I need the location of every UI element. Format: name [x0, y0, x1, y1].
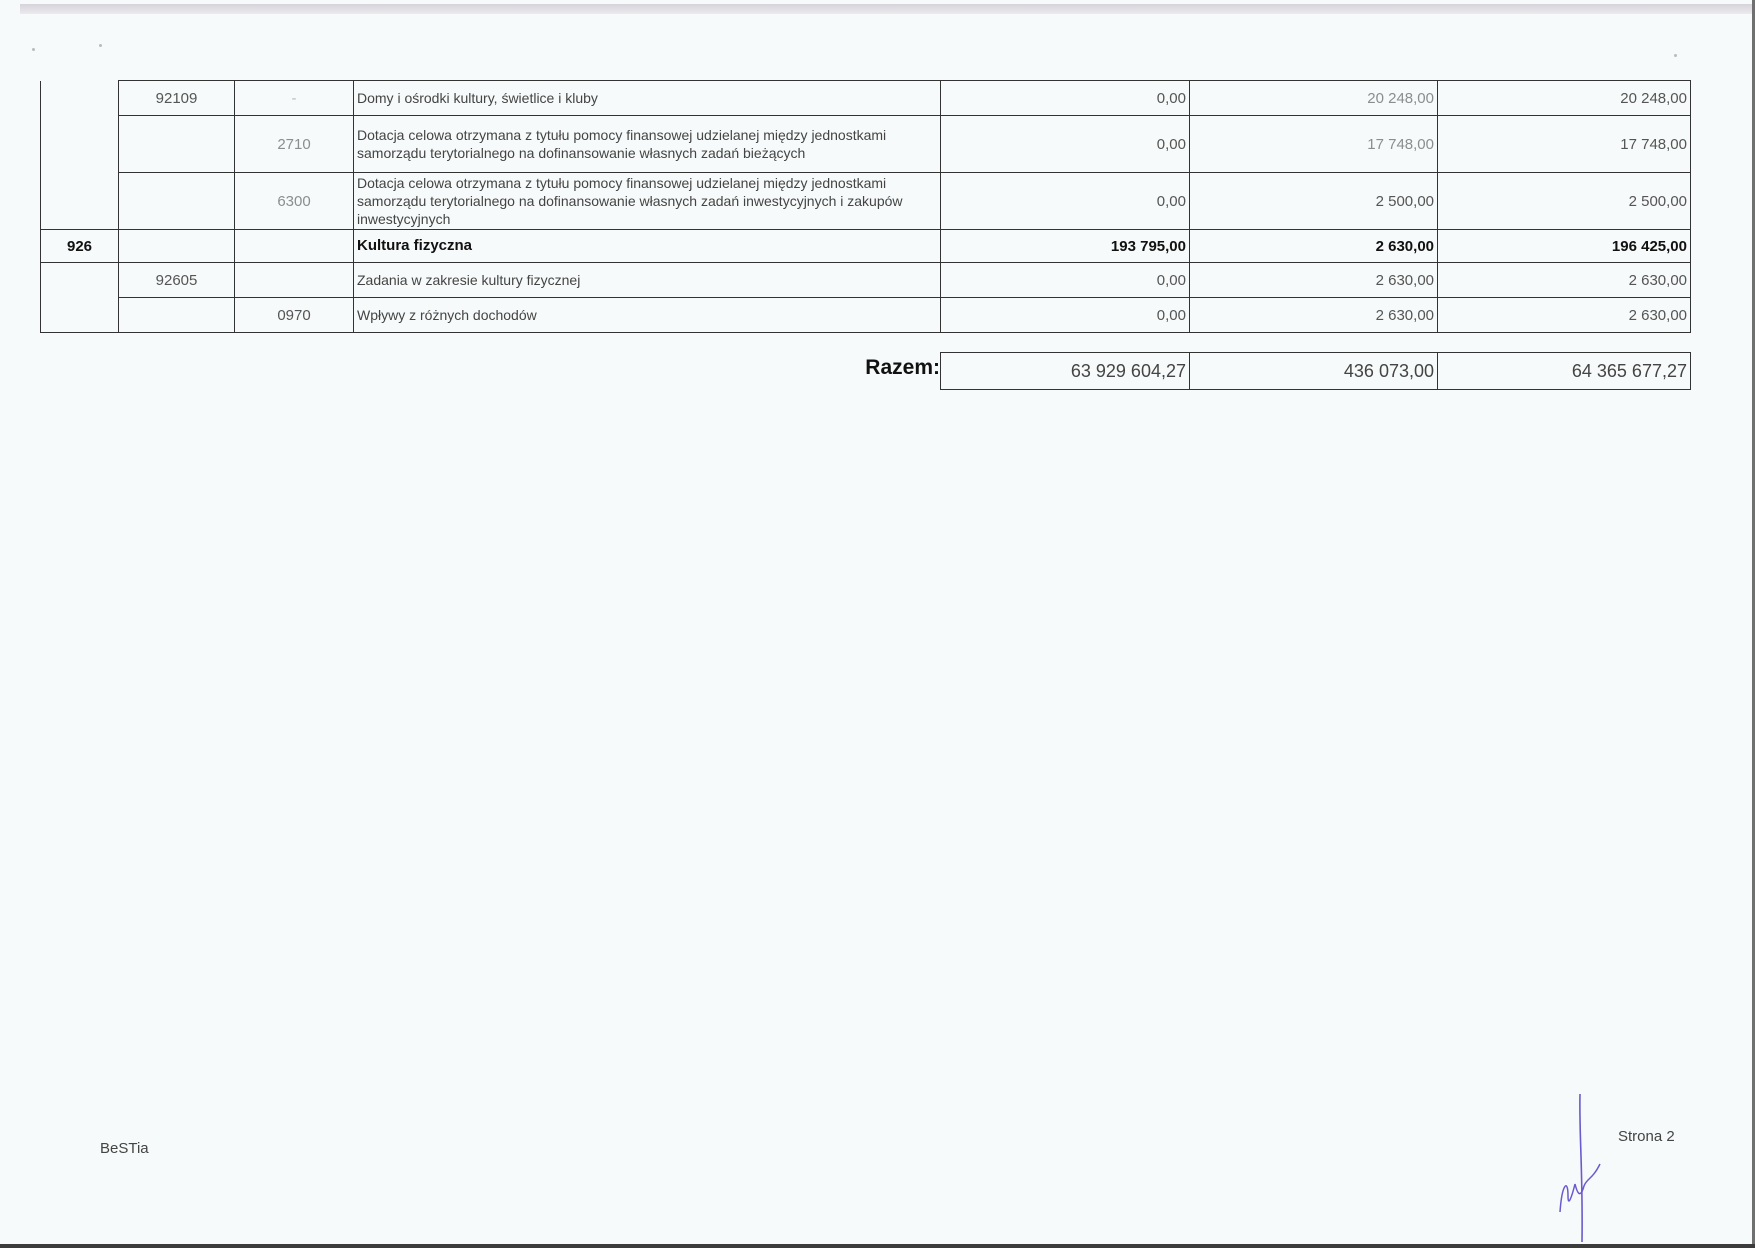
scan-speck: [99, 44, 102, 47]
cell-dzial: [41, 298, 119, 333]
cell-rozdzial: [119, 230, 235, 263]
table-row: [41, 230, 1691, 263]
budget-table: [40, 80, 1691, 333]
cell-dzial: [41, 81, 119, 116]
cell-po-zmianie: 2 630,00: [1438, 298, 1691, 333]
footer-software-name: BeSTia: [100, 1140, 149, 1157]
cell-paragraf: 2710: [235, 116, 354, 173]
footer-page-number: Strona 2: [1618, 1128, 1675, 1145]
cell-nazwa: Wpływy z różnych dochodów: [354, 298, 941, 333]
table-row: [41, 263, 1691, 298]
totals-table: [940, 352, 1691, 390]
cell-paragraf: [235, 230, 354, 263]
table-row: [41, 298, 1691, 333]
cell-zmiana: 2 500,00: [1190, 173, 1438, 230]
cell-zmiana: 2 630,00: [1190, 263, 1438, 298]
cell-po-zmianie: 20 248,00: [1438, 81, 1691, 116]
cell-nazwa: Domy i ośrodki kultury, świetlice i kluby: [354, 81, 941, 116]
cell-rozdzial: [119, 173, 235, 230]
cell-rozdzial: 92605: [119, 263, 235, 298]
cell-plan: 0,00: [941, 298, 1190, 333]
scan-speck: [32, 48, 35, 51]
cell-dzial: [41, 263, 119, 298]
cell-zmiana: 20 248,00: [1190, 81, 1438, 116]
cell-dzial: [41, 116, 119, 173]
table-row: [41, 173, 1691, 230]
cell-rozdzial: [119, 298, 235, 333]
scan-speck: [1674, 54, 1677, 57]
cell-zmiana: 2 630,00: [1190, 298, 1438, 333]
signature-icon: [1556, 1092, 1606, 1248]
cell-po-zmianie: 2 500,00: [1438, 173, 1691, 230]
cell-rozdzial: [119, 116, 235, 173]
total-plan: 63 929 604,27: [941, 353, 1190, 390]
cell-zmiana: 2 630,00: [1190, 230, 1438, 263]
table-row: [41, 116, 1691, 173]
cell-dzial: 926: [41, 230, 119, 263]
cell-nazwa: Dotacja celowa otrzymana z tytułu pomocy finansowej udzielanej między jednostkami samorządu terytorialnego na dofinansowanie własnych zadań inwestycyjnych i zakupów inwestycyjnych: [354, 173, 941, 230]
cell-po-zmianie: 196 425,00: [1438, 230, 1691, 263]
cell-plan: 193 795,00: [941, 230, 1190, 263]
totals-label: Razem:: [865, 356, 940, 379]
table-row: [41, 81, 1691, 116]
cell-plan: 0,00: [941, 116, 1190, 173]
cell-po-zmianie: 2 630,00: [1438, 263, 1691, 298]
cell-plan: 0,00: [941, 81, 1190, 116]
cell-paragraf: [235, 263, 354, 298]
cell-nazwa: Kultura fizyczna: [354, 230, 941, 263]
totals-row: [941, 353, 1691, 390]
scan-edge-bottom: [0, 1244, 1755, 1248]
total-po-zmianie: 64 365 677,27: [1438, 353, 1691, 390]
cell-zmiana: 17 748,00: [1190, 116, 1438, 173]
cell-paragraf: 0970: [235, 298, 354, 333]
cell-plan: 0,00: [941, 263, 1190, 298]
total-zmiana: 436 073,00: [1190, 353, 1438, 390]
cell-paragraf: -: [235, 81, 354, 116]
scan-edge-top: [20, 4, 1755, 14]
cell-nazwa: Dotacja celowa otrzymana z tytułu pomocy finansowej udzielanej między jednostkami samorządu terytorialnego na dofinansowanie własnych zadań bieżących: [354, 116, 941, 173]
cell-plan: 0,00: [941, 173, 1190, 230]
cell-po-zmianie: 17 748,00: [1438, 116, 1691, 173]
cell-rozdzial: 92109: [119, 81, 235, 116]
cell-paragraf: 6300: [235, 173, 354, 230]
cell-dzial: [41, 173, 119, 230]
cell-nazwa: Zadania w zakresie kultury fizycznej: [354, 263, 941, 298]
